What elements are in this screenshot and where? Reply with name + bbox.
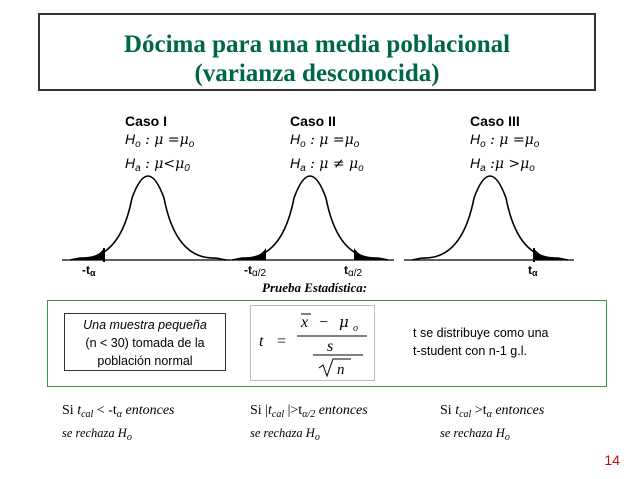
decision-rule-case-1 [62, 402, 174, 447]
slide-title: Dócima para una media poblacional [123, 31, 511, 58]
case-1-heading: Caso I [125, 113, 168, 129]
right-critical-label: tα [528, 263, 538, 278]
rule-3-line-1: Si $t_{cal} >t_\alpha$ entonces [440, 403, 545, 420]
case-1-null-hypothesis: $H_o$ : $\mu =\mu_o$ [125, 131, 195, 150]
distribution-curves [0, 168, 638, 278]
distribution-note [413, 324, 549, 360]
case-2-null-hypothesis: $H_o$ : $\mu =\mu_o$ [290, 131, 360, 150]
formula-s: s [327, 338, 334, 355]
formula-mu: μ [339, 313, 349, 331]
formula-xbar: x [301, 314, 309, 331]
sample-line-3: población normal [97, 354, 193, 368]
t-formula [251, 306, 374, 380]
curve-right-tail [404, 176, 574, 262]
rule-1-line-2: se rechaza $H_o$ [62, 426, 132, 443]
distribution-line-1: t se distribuye como una [413, 326, 549, 340]
rule-1-line-1: Si $t_{cal} < -t_\alpha$ entonces [62, 403, 175, 420]
decision-rule-case-2 [250, 402, 368, 447]
formula-mu-sub: o [353, 323, 358, 334]
curve-two-tails [224, 176, 394, 260]
rule-3-line-2: se rechaza $H_o$ [440, 426, 510, 443]
formula-n: n [337, 362, 345, 378]
mid-right-critical-label: tα/2 [344, 263, 363, 278]
case-2-alt-hypothesis: $H_a$ : $\mu \ne \mu_o$ [290, 155, 364, 174]
decision-rule-case-3 [440, 402, 544, 447]
case-2-heading: Caso II [290, 113, 336, 129]
sqrt-sign [319, 359, 351, 376]
case-1-alt-hypothesis: $H_a$ : $\mu<\mu_0$ [125, 155, 190, 174]
left-critical-label: -tα [82, 263, 96, 278]
title-box [38, 13, 596, 91]
case-3-alt-hypothesis: $H_a$ :μ $>\mu_o$ [470, 155, 535, 174]
rule-2-line-1: Si $|t_{cal}$ $|>t_{\alpha/2}$ entonces [250, 403, 368, 420]
rule-2-line-2: se rechaza $H_o$ [250, 426, 320, 443]
sample-line-2: (n < 30) tomada de la [85, 336, 205, 350]
formula-t: t [259, 333, 264, 350]
slide-subtitle: (varianza desconocida) [194, 60, 440, 87]
sample-condition-box [64, 313, 226, 371]
distribution-line-2: t-student con n-1 g.l. [413, 344, 527, 358]
t-formula-box [250, 305, 375, 381]
formula-equals: = [277, 333, 287, 350]
case-3-heading: Caso III [470, 113, 520, 129]
page-number: 14 [604, 452, 620, 468]
formula-minus: − [319, 314, 329, 331]
test-statistic-label: Prueba Estadística: [262, 280, 368, 295]
curve-left-tail [62, 176, 230, 262]
mid-left-critical-label: -tα/2 [244, 263, 267, 278]
case-3-null-hypothesis: $H_o$ : $\mu =\mu_o$ [470, 131, 540, 150]
sample-line-1: Una muestra pequeña [83, 318, 207, 332]
